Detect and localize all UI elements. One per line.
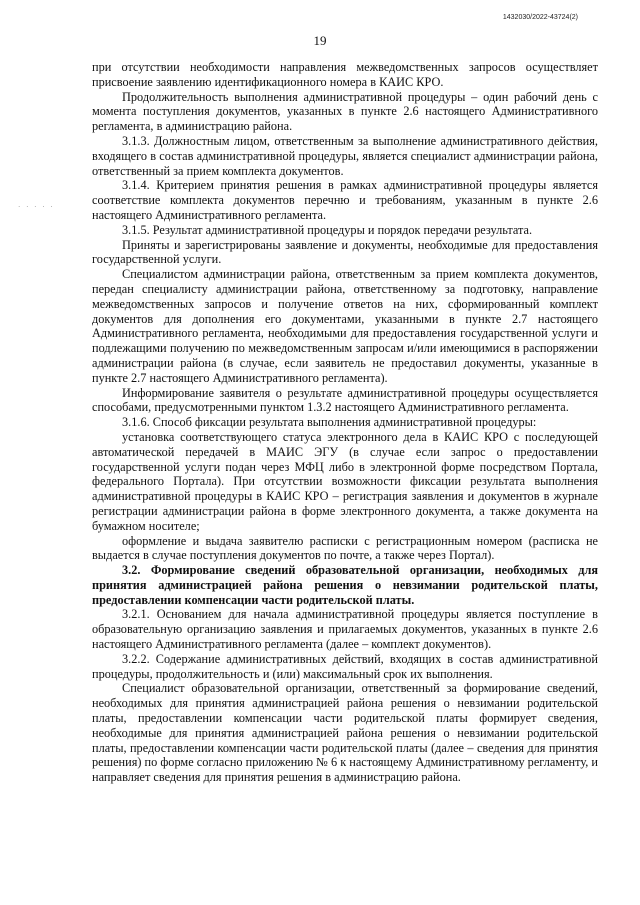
paragraph: 3.1.5. Результат административной процедуры и порядок передачи результата. — [122, 222, 533, 237]
paragraph: 3.2.2. Содержание административных действий, входящих в состав административной процедуры, продолжительность и (или) максимальный срок их выполнения. — [92, 651, 598, 681]
paragraph: Информирование заявителя о результате административной процедуры осуществляется способами, предусмотренными пунктом 1.3.2 настоящего Административного регламента. — [92, 385, 598, 415]
paragraph: Специалист образовательной организации, ответственный за формирование сведений, необходимых для принятия администрацией района решения о невзимании родительской платы, предоставлении компенсации части родительской платы формирует сведения, необходимые для принятия администрацией района решения о невзимании родительской платы, предоставлении компенсации части родительской платы (далее – сведения для принятия решения) по форме согласно приложению № 6 к настоящему Административному регламенту, и направляет сведения для принятия решения в администрацию района. — [92, 681, 598, 785]
paragraph: при отсутствии необходимости направления межведомственных запросов осуществляет присвоение заявлению идентификационного номера в КАИС КРО. — [92, 60, 598, 89]
paragraph: оформление и выдача заявителю расписки с регистрационным номером (расписка не выдается в случае поступления документов по почте, а также через Портал). — [92, 533, 598, 563]
paragraph: 3.1.6. Способ фиксации результата выполнения административной процедуры: — [122, 415, 537, 430]
section-heading: 3.2. Формирование сведений образовательной организации, необходимых для принятия администрацией района решения о невзимании родительской платы, предоставлении компенсации части родительской платы. — [92, 563, 598, 607]
paragraph: установка соответствующего статуса электронного дела в КАИС КРО с последующей автоматической передачей в МАИС ЭГУ (в случае если запрос о предоставлении государственной услуги подан через МФЦ либо в электронной форме посредством Портала, федерального Портала). При отсутствии возможности фиксации результата выполнения административной процедуры в КАИС КРО – регистрация заявления и документов в журнале регистрации администрации района в форме электронного документа, а также документа на бумажном носителе; — [92, 429, 598, 533]
paragraph: 3.1.4. Критерием принятия решения в рамках административной процедуры является соответствие комплекта документов перечню и требованиям, указанным в пункте 2.6 настоящего Административного регламента. — [92, 178, 598, 222]
document-body — [92, 60, 598, 785]
paragraph: Специалистом администрации района, ответственным за прием комплекта документов, передан специалисту администрации района, ответственному за подготовку, направление межведомственных запросов и получение ответов на них, сформированный комплект документов для дополнения его документами, указанными в пункте 2.7 настоящего Административного регламента, необходимыми для предоставления государственной услуги и подлежащими получению по межведомственным запросам и/или имеющимися в распоряжении администрации района (в случае, если заявитель не предоставил документы, указанные в пункте 2.7 настоящего Административного регламента). — [92, 267, 598, 385]
paragraph: 3.1.3. Должностным лицом, ответственным за выполнение административного действия, входящего в состав административной процедуры, является специалист администрации района, ответственный за прием комплекта документов. — [92, 133, 598, 178]
paragraph: Продолжительность выполнения административной процедуры – один рабочий день с момента поступления документов, указанных в пункте 2.6 настоящего Административного регламента, в администрацию района. — [92, 89, 598, 134]
margin-mark: · · · · · — [18, 203, 55, 211]
paragraph: 3.2.1. Основанием для начала административной процедуры является поступление в образовательную организацию заявления и прилагаемых документов, указанных в пункте 2.6 настоящего Административного регламента (далее – комплект документов). — [92, 607, 598, 652]
document-id: 1432030/2022-43724(2) — [502, 14, 578, 21]
page-number: 19 — [313, 33, 327, 48]
paragraph: Приняты и зарегистрированы заявление и документы, необходимые для предоставления государственной услуги. — [92, 237, 598, 267]
